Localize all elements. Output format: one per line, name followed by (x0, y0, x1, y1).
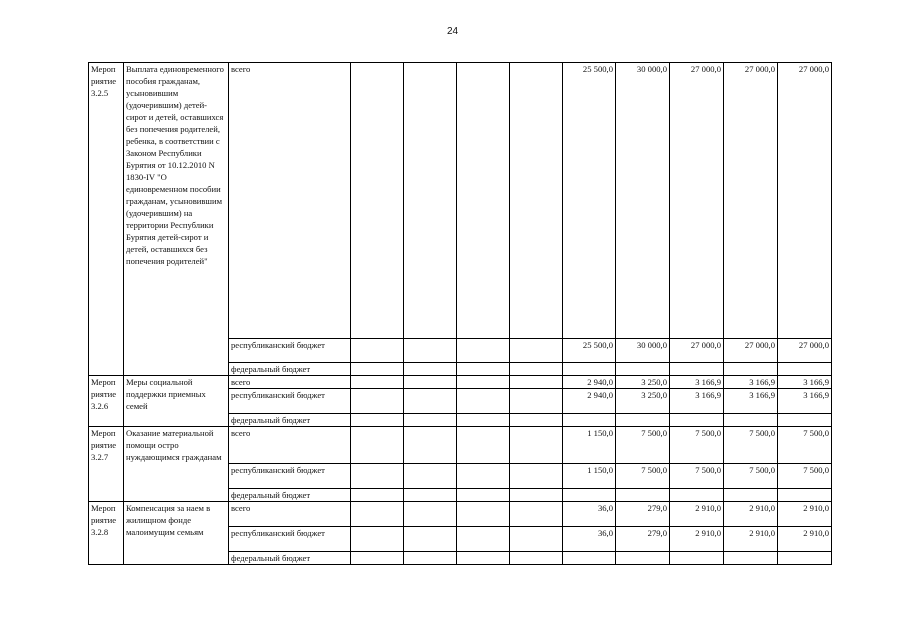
row-label: всего (229, 427, 351, 464)
value-cell: 2 910,0 (778, 502, 832, 527)
value-cell: 7 500,0 (724, 464, 778, 489)
value-cell: 2 910,0 (778, 527, 832, 552)
row-label: республиканский бюджет (229, 389, 351, 414)
value-cell: 3 166,9 (724, 376, 778, 389)
value-cell (778, 552, 832, 565)
event-code: Мероп риятие 3.2.5 (89, 63, 124, 376)
value-cell (670, 414, 724, 427)
value-cell (670, 552, 724, 565)
value-cell: 25 500,0 (563, 63, 616, 339)
value-cell: 27 000,0 (778, 63, 832, 339)
table-row (89, 427, 832, 464)
value-cell: 7 500,0 (616, 464, 670, 489)
row-label: всего (229, 502, 351, 527)
value-cell: 3 166,9 (670, 376, 724, 389)
value-cell (670, 489, 724, 502)
value-cell: 7 500,0 (616, 427, 670, 464)
value-cell: 7 500,0 (670, 427, 724, 464)
table-row (89, 63, 832, 339)
value-cell: 2 940,0 (563, 389, 616, 414)
table-row (89, 502, 832, 527)
value-cell: 3 166,9 (724, 389, 778, 414)
value-cell: 27 000,0 (670, 63, 724, 339)
row-label: федеральный бюджет (229, 363, 351, 376)
value-cell (724, 489, 778, 502)
value-cell (616, 414, 670, 427)
value-cell (616, 363, 670, 376)
page-number: 24 (446, 26, 459, 37)
value-cell: 2 910,0 (670, 527, 724, 552)
row-label: федеральный бюджет (229, 414, 351, 427)
value-cell (563, 363, 616, 376)
value-cell: 27 000,0 (778, 339, 832, 363)
value-cell: 2 910,0 (670, 502, 724, 527)
event-name: Выплата единовременного пособия гражданам, усыновившим (удочерившим) детей-сирот и детей, оставшихся без попечения родителей, ребенка, в соответствии с Законом Республики Бурятия от 10.12.2010 N 1830-IV "О единовременном пособии гражданам, усыновившим (удочерившим) на территории Республики Бурятия детей-сирот и детей, оставшихся без попечения родителей" (124, 63, 229, 376)
value-cell: 27 000,0 (670, 339, 724, 363)
value-cell: 7 500,0 (670, 464, 724, 489)
table-row (89, 376, 832, 389)
value-cell (563, 489, 616, 502)
value-cell: 279,0 (616, 502, 670, 527)
event-code: Мероп риятие 3.2.7 (89, 427, 124, 502)
event-name: Меры социальной поддержки приемных семей (124, 376, 229, 427)
value-cell: 7 500,0 (778, 464, 832, 489)
value-cell: 3 166,9 (670, 389, 724, 414)
value-cell (724, 363, 778, 376)
row-label: федеральный бюджет (229, 489, 351, 502)
row-label: федеральный бюджет (229, 552, 351, 565)
value-cell: 27 000,0 (724, 339, 778, 363)
row-label: республиканский бюджет (229, 464, 351, 489)
value-cell (563, 414, 616, 427)
value-cell (616, 552, 670, 565)
value-cell: 279,0 (616, 527, 670, 552)
value-cell (778, 489, 832, 502)
value-cell: 3 166,9 (778, 376, 832, 389)
value-cell: 7 500,0 (778, 427, 832, 464)
row-label: республиканский бюджет (229, 339, 351, 363)
value-cell: 2 910,0 (724, 502, 778, 527)
event-name: Оказание материальной помощи остро нуждающимся гражданам (124, 427, 229, 502)
value-cell: 36,0 (563, 502, 616, 527)
value-cell (724, 552, 778, 565)
value-cell: 7 500,0 (724, 427, 778, 464)
value-cell: 3 166,9 (778, 389, 832, 414)
value-cell: 1 150,0 (563, 464, 616, 489)
value-cell: 3 250,0 (616, 376, 670, 389)
value-cell (724, 414, 778, 427)
value-cell: 2 940,0 (563, 376, 616, 389)
value-cell: 30 000,0 (616, 63, 670, 339)
row-label: всего (229, 63, 351, 339)
row-label: всего (229, 376, 351, 389)
value-cell: 30 000,0 (616, 339, 670, 363)
budget-table (88, 62, 832, 565)
event-name: Компенсация за наем в жилищном фонде малоимущим семьям (124, 502, 229, 565)
value-cell (616, 489, 670, 502)
value-cell: 25 500,0 (563, 339, 616, 363)
row-label: республиканский бюджет (229, 527, 351, 552)
value-cell (563, 552, 616, 565)
value-cell: 2 910,0 (724, 527, 778, 552)
event-code: Мероп риятие 3.2.6 (89, 376, 124, 427)
event-code: Мероп риятие 3.2.8 (89, 502, 124, 565)
value-cell: 27 000,0 (724, 63, 778, 339)
value-cell: 3 250,0 (616, 389, 670, 414)
value-cell (778, 363, 832, 376)
value-cell: 36,0 (563, 527, 616, 552)
value-cell: 1 150,0 (563, 427, 616, 464)
value-cell (778, 414, 832, 427)
value-cell (670, 363, 724, 376)
